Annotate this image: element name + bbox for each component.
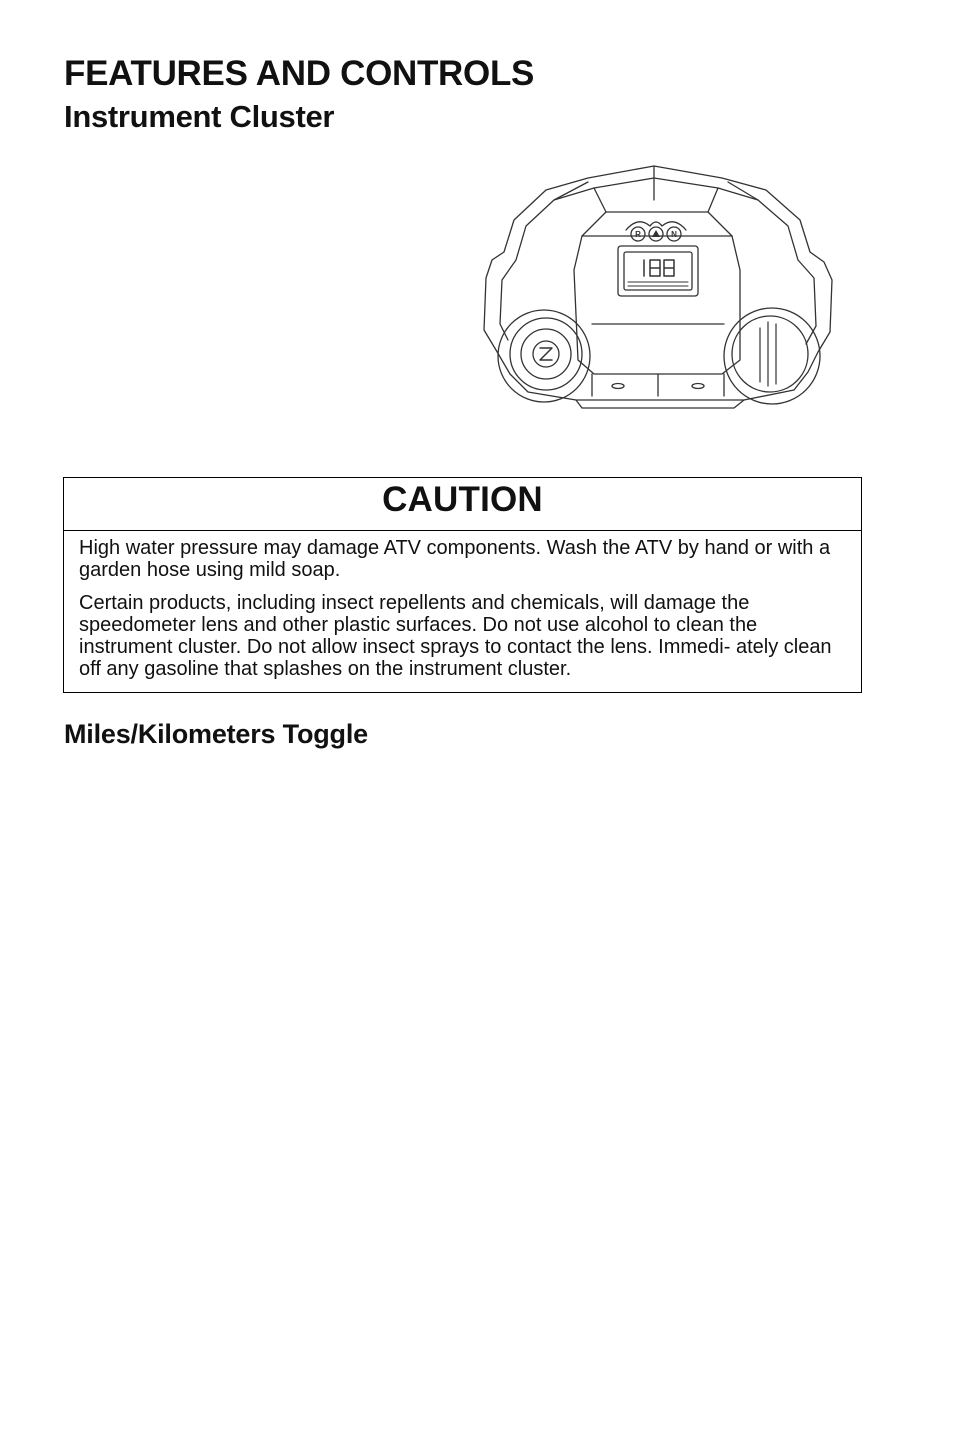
dash-panel xyxy=(574,236,740,374)
section-title: FEATURES AND CONTROLS xyxy=(64,54,535,93)
caution-body xyxy=(64,531,861,680)
mode-knob-ring-outer xyxy=(724,308,820,404)
lcd-odometer xyxy=(628,282,688,286)
caution-heading: CAUTION xyxy=(64,478,861,531)
mount-hole-right xyxy=(692,384,704,389)
caution-paragraph: High water pressure may damage ATV components. Wash the ATV by hand or with a garden hose using mild soap. xyxy=(79,537,831,581)
caution-paragraph: Certain products, including insect repellents and chemicals, will damage the speedometer lens and other plastic surfaces. Do not use alcohol to clean the instrument cluster. Do not allow insect sprays to contact the lens. Immedi- ately clean off any gasoline that splashes on the instrument cluster. xyxy=(79,592,832,680)
lcd-bezel xyxy=(618,246,698,296)
instrument-cluster-figure xyxy=(478,160,842,414)
visor-ridge xyxy=(582,166,732,236)
housing-outline xyxy=(484,166,832,400)
instrument-cluster-illustration xyxy=(478,160,842,414)
mode-knob-grip xyxy=(760,322,776,386)
lcd-screen xyxy=(624,252,692,290)
indicator-n-label: N xyxy=(671,230,677,239)
subsection-title: Instrument Cluster xyxy=(64,99,335,134)
mount-hole-left xyxy=(612,384,624,389)
visor xyxy=(554,182,758,212)
lcd-digit-1 xyxy=(644,260,674,276)
miles-kilometers-toggle-heading: Miles/Kilometers Toggle xyxy=(64,719,368,749)
indicator-r-label: R xyxy=(635,230,641,239)
mode-knob xyxy=(732,316,808,392)
ignition-key-slot xyxy=(540,348,552,360)
oil-icon xyxy=(652,230,660,237)
caution-box xyxy=(63,477,862,693)
housing-inner-outline xyxy=(500,178,816,344)
indicator-hood xyxy=(626,222,686,230)
lower-rim xyxy=(576,400,744,408)
